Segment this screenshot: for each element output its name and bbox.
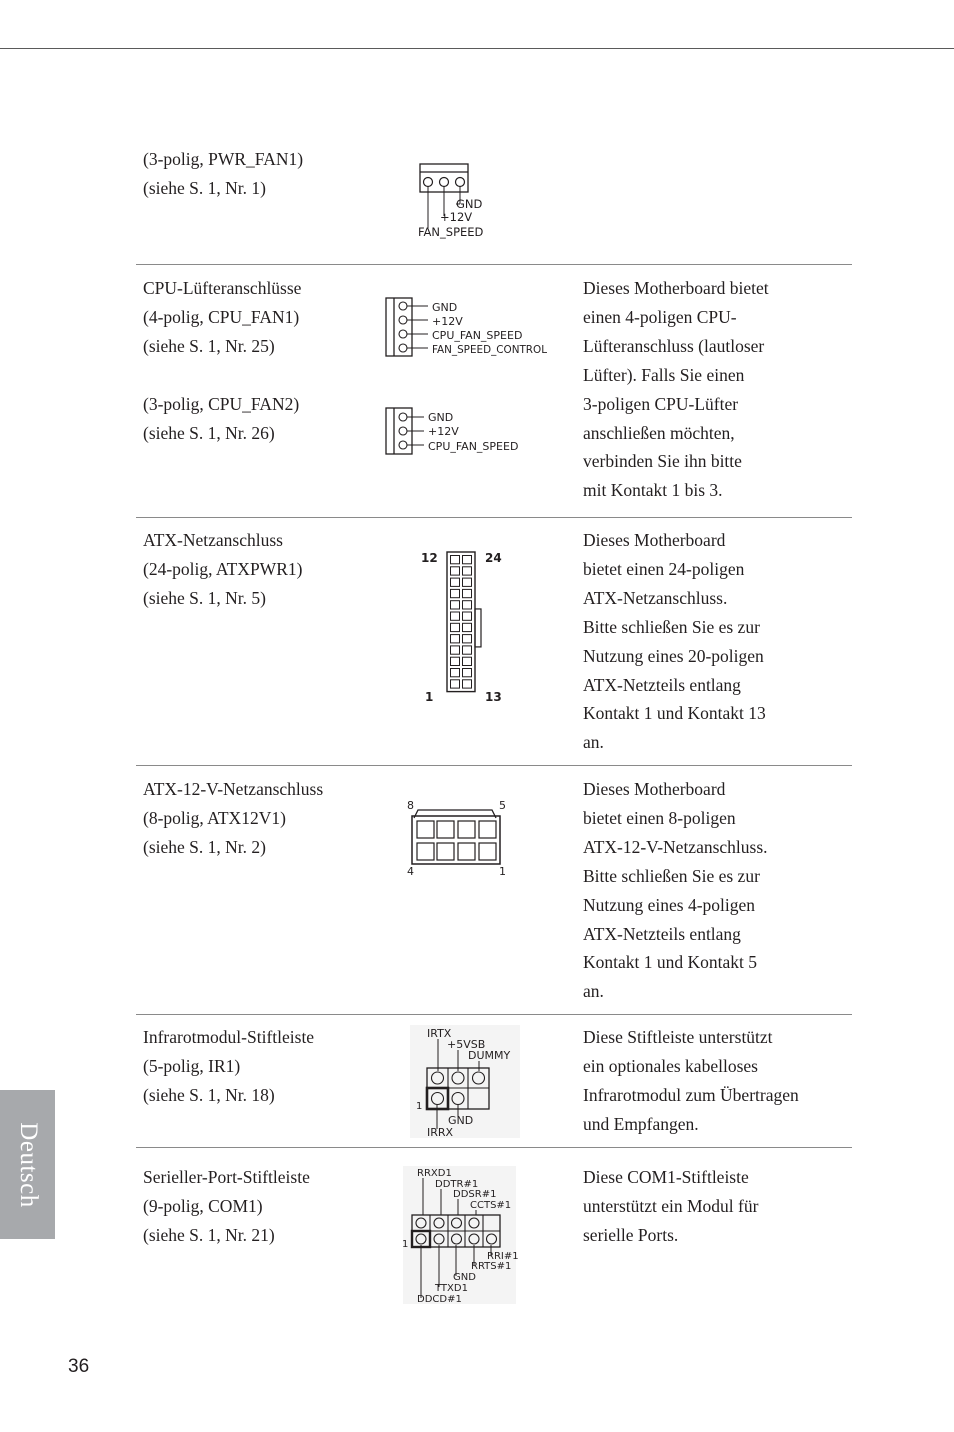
text-line: Dieses Motherboard bietet: [583, 278, 769, 298]
text-line: (siehe S. 1, Nr. 2): [143, 836, 266, 857]
text-line: ATX-Netzanschluss: [143, 530, 283, 550]
pin-label-gnd: GND: [453, 1272, 476, 1283]
text-line: (8-polig, ATX12V1): [143, 807, 286, 828]
text-line: und Empfangen.: [583, 1113, 699, 1134]
atx12v1-explanation: [583, 775, 845, 1006]
section-divider: [136, 264, 852, 265]
text-line: Nutzung eines 20-poligen: [583, 645, 764, 666]
text-line: Dieses Motherboard: [583, 779, 726, 799]
connector-pin: [463, 669, 472, 677]
pin-label-5vsb: +5VSB: [447, 1038, 486, 1051]
connector-pin: [463, 680, 472, 688]
pin-label-irtx: IRTX: [427, 1027, 452, 1040]
ir1-explanation: [583, 1023, 845, 1139]
connector-pin: [451, 589, 460, 597]
page-number: 36: [68, 1356, 90, 1377]
pin-label-fan-speed: FAN_SPEED: [418, 225, 484, 239]
text-line: ein optionales kabelloses: [583, 1055, 758, 1076]
pin-label-rrxd1: RRXD1: [417, 1168, 452, 1179]
pin-number: 1: [499, 865, 506, 878]
text-line: (3-polig, CPU_FAN2): [143, 393, 300, 414]
text-line: Infrarotmodul-Stiftleiste: [143, 1027, 315, 1047]
text-line: CPU-Lüfteranschlüsse: [143, 278, 302, 298]
text-line: 3-poligen CPU-Lüfter: [583, 393, 739, 414]
pin-number: 8: [407, 799, 414, 812]
section-divider: [136, 517, 852, 518]
text-line: ATX-Netzanschluss.: [583, 587, 728, 608]
text-line: Kontakt 1 und Kontakt 13: [583, 703, 766, 724]
pin-label-ttxd1: TTXD1: [435, 1283, 468, 1294]
connector-pin: [463, 601, 472, 609]
pin-label-ddsr1: DDSR#1: [453, 1189, 497, 1200]
connector-pin: [463, 657, 472, 665]
text-line: (siehe S. 1, Nr. 25): [143, 335, 275, 356]
text-line: ATX-Netzteils entlang: [583, 923, 741, 944]
connector-latch: [475, 609, 481, 647]
text-line: (siehe S. 1, Nr. 18): [143, 1084, 275, 1105]
connector-pin: [451, 567, 460, 575]
text-line: bietet einen 8-poligen: [583, 807, 736, 828]
text-line: Lüfteranschluss (lautloser: [583, 335, 765, 356]
pin-label-12v: +12V: [428, 425, 459, 438]
connector-pin: [463, 623, 472, 631]
atx12v1-description: [143, 775, 373, 862]
pin-label-cpu-fan-speed: CPU_FAN_SPEED: [432, 329, 523, 342]
pin-number: 1: [425, 690, 434, 704]
pin-label-gnd: GND: [428, 411, 454, 424]
pwr-fan1-description: [143, 145, 373, 203]
text-line: (4-polig, CPU_FAN1): [143, 306, 300, 327]
connector-housing: [447, 552, 475, 692]
cpu-fan-explanation: [583, 274, 845, 505]
pin-label-gnd: GND: [432, 301, 458, 314]
connector-pin: [463, 612, 472, 620]
text-line: (3-polig, PWR_FAN1): [143, 149, 304, 169]
com1-description: [143, 1163, 373, 1250]
connector-pin: [463, 578, 472, 586]
side-tab-label: Deutsch: [14, 1121, 42, 1208]
connector-pin: [463, 635, 472, 643]
pwr-fan1-diagram: [410, 158, 510, 243]
pin-label-12v: +12V: [432, 315, 463, 328]
section-divider: [136, 765, 852, 766]
text-line: (siehe S. 1, Nr. 1): [143, 177, 266, 198]
connector-pin: [451, 556, 460, 564]
section-divider: [136, 1147, 852, 1148]
text-line: (siehe S. 1, Nr. 21): [143, 1224, 275, 1245]
text-line: Kontakt 1 und Kontakt 5: [583, 952, 758, 973]
text-line: Dieses Motherboard: [583, 530, 726, 550]
cpu-fan1-diagram: [380, 292, 555, 362]
pin-label-rri1: RRI#1: [487, 1251, 519, 1262]
language-side-tab: [0, 1090, 55, 1239]
connector-pin: [463, 556, 472, 564]
pin-label-rrts1: RRTS#1: [471, 1261, 512, 1272]
connector-pin: [451, 657, 460, 665]
text-line: einen 4-poligen CPU-: [583, 306, 737, 327]
text-line: (5-polig, IR1): [143, 1055, 241, 1076]
text-line: Nutzung eines 4-poligen: [583, 894, 756, 915]
connector-pin: [451, 635, 460, 643]
connector-pin: [451, 612, 460, 620]
text-line: bietet einen 24-poligen: [583, 558, 745, 579]
connector-pin: [451, 669, 460, 677]
pin-label-gnd: GND: [448, 1114, 474, 1127]
text-line: (9-polig, COM1): [143, 1195, 263, 1216]
pin-number: 5: [499, 799, 506, 812]
pin-label-dummy: DUMMY: [468, 1049, 511, 1062]
com1-diagram: [398, 1165, 518, 1305]
text-line: (siehe S. 1, Nr. 26): [143, 422, 275, 443]
pin-number: 4: [407, 865, 414, 878]
text-line: mit Kontakt 1 bis 3.: [583, 480, 723, 501]
pin-label-ccts1: CCTS#1: [470, 1200, 512, 1211]
text-line: serielle Ports.: [583, 1224, 679, 1245]
pin-label-ddcd1: DDCD#1: [417, 1294, 462, 1305]
text-line: ATX-Netzteils entlang: [583, 674, 741, 695]
text-line: (siehe S. 1, Nr. 5): [143, 587, 266, 608]
text-line: Diese Stiftleiste unterstützt: [583, 1027, 773, 1047]
connector-pin: [463, 589, 472, 597]
pin-number: 24: [485, 551, 502, 565]
text-line: Lüfter). Falls Sie einen: [583, 364, 745, 385]
cpu-fan2-diagram: [380, 402, 530, 462]
connector-pin: [451, 623, 460, 631]
ir1-description: [143, 1023, 373, 1110]
pin-number: 13: [485, 690, 502, 704]
ir1-diagram: [410, 1025, 520, 1140]
text-line: [143, 361, 373, 390]
pin-label-fan-speed-control: FAN_SPEED_CONTROL: [432, 343, 548, 356]
pin-label-ddtr1: DDTR#1: [435, 1179, 479, 1190]
text-line: an.: [583, 981, 604, 1002]
atx12v1-diagram: [400, 796, 515, 881]
pin-label-12v: +12V: [440, 210, 473, 224]
pin-label-cpu-fan-speed: CPU_FAN_SPEED: [428, 440, 519, 453]
text-line: ATX-12-V-Netzanschluss.: [583, 836, 768, 857]
atxpwr1-explanation: [583, 526, 845, 757]
connector-pin: [463, 646, 472, 654]
text-line: ATX-12-V-Netzanschluss: [143, 779, 324, 799]
atxpwr1-description: [143, 526, 373, 613]
text-line: Bitte schließen Sie es zur: [583, 865, 760, 886]
text-line: (24-polig, ATXPWR1): [143, 558, 303, 579]
com1-explanation: [583, 1163, 845, 1250]
text-line: an.: [583, 732, 604, 753]
text-line: Bitte schließen Sie es zur: [583, 616, 760, 637]
text-line: anschließen möchten,: [583, 422, 735, 443]
pin-number: 12: [421, 551, 438, 565]
top-rule: [0, 48, 954, 49]
connector-pin: [451, 578, 460, 586]
pin-label-gnd: GND: [456, 197, 483, 211]
text-line: Serieller-Port-Stiftleiste: [143, 1167, 310, 1187]
text-line: Infrarotmodul zum Übertragen: [583, 1084, 799, 1105]
connector-pin: [451, 680, 460, 688]
pin-number: 1: [416, 1101, 423, 1112]
atxpwr1-diagram: [415, 545, 510, 710]
section-divider: [136, 1014, 852, 1015]
text-line: unterstützt ein Modul für: [583, 1195, 759, 1216]
pin-number: 1: [402, 1239, 409, 1250]
connector-pin: [463, 567, 472, 575]
connector-pin: [451, 646, 460, 654]
text-line: Diese COM1-Stiftleiste: [583, 1167, 749, 1187]
connector-pin: [451, 601, 460, 609]
pin-label-irrx: IRRX: [427, 1126, 454, 1139]
text-line: verbinden Sie ihn bitte: [583, 451, 742, 472]
cpu-fan-description: [143, 274, 373, 447]
